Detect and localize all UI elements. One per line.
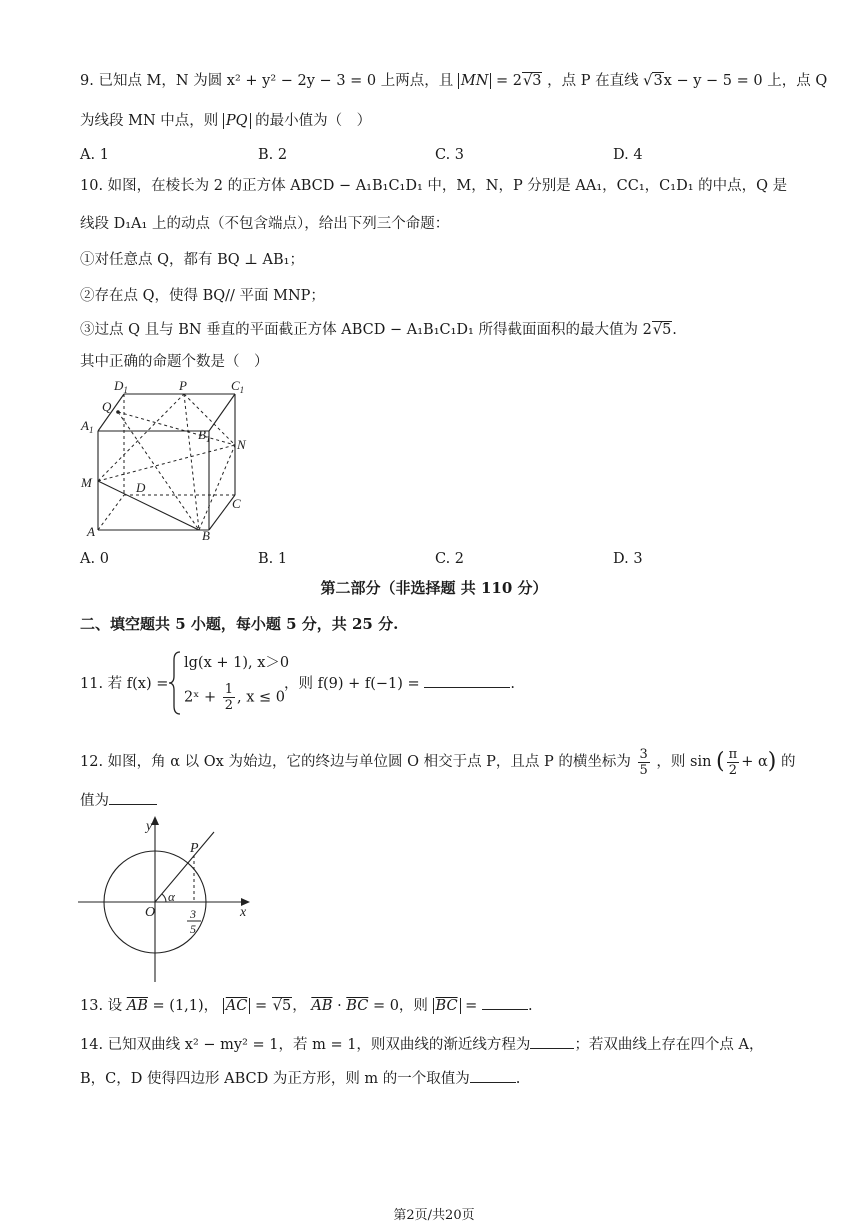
q13-end: . bbox=[527, 998, 533, 1014]
q11-frac-den: 2 bbox=[224, 698, 234, 713]
point-p-label: P bbox=[190, 841, 199, 856]
label-a: A bbox=[87, 524, 95, 539]
q9-pq: PQ bbox=[225, 113, 248, 129]
q13-sqrt: 5 bbox=[281, 998, 292, 1014]
point-q bbox=[116, 410, 120, 414]
q11-case1: lg(x + 1), x＞0 bbox=[184, 655, 290, 671]
page-footer: 第2页/共20页 bbox=[393, 1208, 475, 1223]
q11-frac-num: 1 bbox=[224, 682, 234, 697]
label-a1: $A_1$ bbox=[81, 418, 94, 435]
q12-text-b: ，则 sin bbox=[656, 754, 712, 770]
q10-statement-2: ②存在点 Q，使得 BQ// 平面 MNP； bbox=[80, 288, 325, 304]
q11-case2-a: 2ˣ + bbox=[184, 689, 217, 706]
q10-option-b: B. 1 bbox=[258, 551, 288, 567]
q10-line1: 10. 如图，在棱长为 2 的正方体 ABCD − A₁B₁C₁D₁ 中，M，N，P 分别是 AA₁，CC₁，C₁D₁ 的中点，Q 是 bbox=[80, 178, 788, 194]
q13-c: = bbox=[254, 998, 268, 1014]
label-c: C bbox=[232, 496, 241, 511]
q11-end: . bbox=[510, 676, 515, 692]
q12-answer-blank[interactable] bbox=[109, 790, 157, 805]
q9-option-b: B. 2 bbox=[258, 147, 288, 163]
q13-d: ， bbox=[292, 998, 307, 1014]
brace bbox=[168, 650, 182, 716]
q10-ask: 其中正确的命题个数是（ ） bbox=[80, 354, 269, 370]
q10-option-d: D. 3 bbox=[613, 551, 643, 567]
q10-s3-text: ③过点 Q 且与 BN 垂直的平面截正方体 ABCD − A₁B₁C₁D₁ 所得截面面积的最大值为 2 bbox=[80, 322, 652, 338]
q13-a: 13. 设 bbox=[80, 998, 123, 1014]
q14-line2 bbox=[80, 1068, 520, 1089]
q13-vec-bc: $\overline{BC}$ bbox=[346, 998, 369, 1014]
q10-statement-1: ①对任意点 Q，都有 BQ ⊥ AB₁； bbox=[80, 252, 304, 268]
label-n: N bbox=[237, 437, 246, 452]
q13-f: = 0，则 bbox=[372, 998, 428, 1014]
q12-text-a: 12. 如图，角 α 以 Ox 为始边，它的终边与单位圆 O 相交于点 P，且点 P 的横坐标为 bbox=[80, 754, 631, 770]
label-m: M bbox=[81, 475, 92, 490]
q9-sqrt: 3 bbox=[532, 73, 542, 89]
q12-line1: 12. 如图，角 α 以 Ox 为始边，它的终边与单位圆 O 相交于点 P，且点 P 的横坐标为 $\frac{3}{5}$ ，则 sin ( $\frac{\pi}{2}$ + α) 的 bbox=[80, 746, 796, 778]
q13-line: 13. 设 $\overline{AB} = (1,1)$， $\overline{AC} = √5$， $\overline{AB} \cdot \overline{BC} = 0$，则 $\overline{BC}$ = . bbox=[80, 995, 533, 1016]
q13-dot: · bbox=[337, 998, 342, 1014]
q12-text-c: 的 bbox=[780, 754, 796, 770]
q9-sqrt2: 3 bbox=[653, 73, 663, 89]
q9-text-b: = 2 bbox=[496, 73, 522, 89]
q14-line1-a: 14. 已知双曲线 x² − my² = 1，若 m = 1，则双曲线的渐近线方程为 bbox=[80, 1037, 531, 1053]
q13-vec-bc2: $\overline{BC}$ bbox=[435, 998, 458, 1014]
cube-figure bbox=[78, 375, 258, 545]
q9-mn: MN bbox=[460, 73, 489, 89]
q11-prefix: 11. 若 f(x) = bbox=[80, 676, 169, 692]
q13-vec-ab: $\overline{AB}$ bbox=[126, 998, 148, 1014]
q13-b: = (1,1)， bbox=[152, 998, 219, 1014]
q11-case2 bbox=[184, 682, 285, 713]
q9-option-a: A. 1 bbox=[80, 147, 109, 163]
q10-statement-3: ③过点 Q 且与 BN 垂直的平面截正方体 ABCD − A₁B₁C₁D₁ 所得截面面积的最大值为 2√5. bbox=[80, 322, 677, 338]
q10-s3-sqrt: 5 bbox=[662, 322, 672, 338]
q12-line2 bbox=[80, 790, 157, 811]
label-q: Q bbox=[102, 399, 112, 414]
q14-line1-b: ；若双曲线上存在四个点 A， bbox=[574, 1037, 764, 1053]
q9-option-d: D. 4 bbox=[613, 147, 643, 163]
q13-vec-ac: $\overline{AC}$ bbox=[225, 998, 248, 1014]
label-b1: $B_1$ bbox=[198, 427, 211, 444]
q9-text-e: x − y − 5 = 0 上，点 Q bbox=[663, 73, 828, 89]
part2-title: 第二部分（非选择题 共 110 分） bbox=[320, 579, 548, 597]
q12-line2-text: 值为 bbox=[80, 793, 109, 809]
q9-line1: 9. 已知点 M，N 为圆 x² + y² − 2y − 3 = 0 上两点，且 MN = 2√3 ，点 P 在直线 √3x − y − 5 = 0 上，点 Q bbox=[80, 73, 828, 89]
q11-suffix-text: ，则 f(9) + f(−1) = bbox=[284, 676, 420, 692]
label-b: B bbox=[202, 528, 210, 543]
label-p: P bbox=[179, 378, 187, 393]
fig-frac-num: 3 bbox=[190, 907, 196, 921]
section2-title: 二、填空题共 5 小题，每小题 5 分，共 25 分. bbox=[80, 615, 399, 633]
axis-y-label: y bbox=[146, 819, 153, 834]
label-d: D bbox=[136, 480, 146, 495]
q12-plus-alpha: + α bbox=[741, 754, 768, 770]
q14-answer-blank-2[interactable] bbox=[470, 1068, 516, 1083]
q10-option-a: A. 0 bbox=[80, 551, 109, 567]
label-c1: $C_1$ bbox=[231, 378, 245, 395]
q11-case2-b: , x ≤ 0 bbox=[237, 689, 286, 706]
q13-vec-ab2: $\overline{AB}$ bbox=[311, 998, 333, 1014]
label-d1: $D_1$ bbox=[114, 378, 128, 395]
q14-line1 bbox=[80, 1034, 764, 1055]
q12-x-den: 5 bbox=[639, 762, 648, 778]
q9-line2 bbox=[80, 111, 371, 131]
q9-text-2a: 为线段 MN 中点，则 bbox=[80, 113, 219, 129]
q14-line2-b: . bbox=[515, 1071, 521, 1087]
unit-circle-figure bbox=[78, 812, 258, 984]
origin-label: O bbox=[145, 905, 156, 920]
q9-text-a: 9. 已知点 M，N 为圆 x² + y² − 2y − 3 = 0 上两点，且 bbox=[80, 73, 454, 89]
q11-answer-blank[interactable] bbox=[424, 673, 510, 688]
q10-option-c: C. 2 bbox=[435, 551, 465, 567]
q9-text-c: ，点 P 在直线 bbox=[547, 73, 639, 89]
q11 bbox=[80, 648, 580, 720]
q13-g: = bbox=[465, 998, 478, 1014]
q9-text-2b: 的最小值为（ ） bbox=[255, 113, 372, 129]
q13-answer-blank[interactable] bbox=[482, 995, 528, 1010]
axis-x-label: x bbox=[240, 905, 247, 920]
q14-line2-a: B，C，D 使得四边形 ABCD 为正方形，则 m 的一个取值为 bbox=[80, 1071, 470, 1087]
q10-s3-end: . bbox=[672, 322, 677, 338]
fig-frac-den: 5 bbox=[190, 922, 196, 936]
q10-line2: 线段 D₁A₁ 上的动点（不包含端点），给出下列三个命题： bbox=[80, 216, 450, 232]
q14-answer-blank-1[interactable] bbox=[530, 1034, 574, 1049]
q12-two: 2 bbox=[728, 762, 738, 778]
q12-pi: π bbox=[728, 746, 738, 762]
alpha-label: α bbox=[168, 889, 175, 904]
q12-x-num: 3 bbox=[639, 746, 648, 762]
q9-option-c: C. 3 bbox=[435, 147, 465, 163]
q11-suffix bbox=[284, 672, 515, 693]
